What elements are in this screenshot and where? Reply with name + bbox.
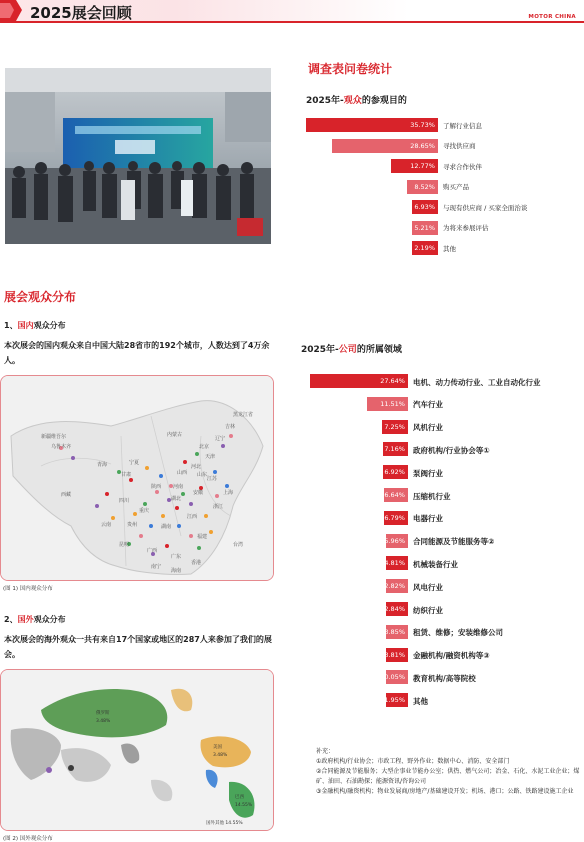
map-label: 巴西 xyxy=(235,795,244,800)
bar-category-label: 寻找供应商 xyxy=(443,142,476,150)
china-map xyxy=(0,375,274,581)
bar-value-label: 5.21% xyxy=(414,223,435,232)
bar-category-label: 电器行业 xyxy=(413,514,443,524)
bar-value-label: 8.52% xyxy=(414,182,435,191)
bar xyxy=(310,374,408,388)
bar-value-label: 7.16% xyxy=(384,445,405,454)
bar-value-label: 3.85% xyxy=(384,627,405,636)
purpose-chart-title: 2025年-观众的参观目的 xyxy=(306,96,407,106)
map-label: 重庆 xyxy=(139,508,150,514)
map-label: 安徽 xyxy=(193,490,204,496)
map-label: 福建 xyxy=(197,534,208,540)
map-label: 俄罗斯 xyxy=(96,711,110,716)
bar-value-label: 3.81% xyxy=(384,650,405,659)
bar-value-label: 4.81% xyxy=(384,559,405,568)
domestic-caption: (图 1) 国内观众分布 xyxy=(3,586,53,592)
bar-category-label: 汽车行业 xyxy=(413,400,443,410)
map-label: 北京 xyxy=(199,444,210,450)
bar-value-label: 6.93% xyxy=(414,203,435,211)
bar-value-label: 2.82% xyxy=(384,582,405,591)
bar-category-label: 租赁、维修；安装维修公司 xyxy=(413,628,503,638)
bar-value-label: 35.73% xyxy=(410,121,435,129)
map-label: 河南 xyxy=(173,484,184,490)
bar xyxy=(386,625,408,639)
map-label: 山东 xyxy=(197,472,208,478)
map-label: 河北 xyxy=(191,464,202,470)
map-label: 辽宁 xyxy=(215,436,226,442)
note-line-3: ③金融机构/融资机构；物业发展商/房地产/基础建设开发；机场、港口；公路、铁路建设施工企业 xyxy=(316,788,574,795)
bar-value-label: 2.19% xyxy=(414,244,435,252)
map-label: 黑龙江省 xyxy=(233,412,254,418)
map-label: 昆明 xyxy=(119,542,130,548)
bar-category-label: 风电行业 xyxy=(413,582,443,592)
bar-category-label: 政府机构/行业协会等① xyxy=(413,445,490,455)
bar xyxy=(391,159,438,173)
bar-category-label: 寻求合作伙伴 xyxy=(443,162,482,171)
page-title: 2025展会回顾 xyxy=(30,4,132,22)
bar xyxy=(386,648,408,662)
bar xyxy=(386,556,408,570)
map-label: 广东 xyxy=(171,554,182,560)
map-label: 四川 xyxy=(119,498,130,504)
bar-value-label: 2.84% xyxy=(384,605,405,613)
bar-category-label: 购买产品 xyxy=(443,183,469,191)
map-label: 3.48% xyxy=(96,719,111,724)
bar xyxy=(386,534,408,548)
bar xyxy=(386,579,408,593)
company-chart-title: 2025年-公司的所属领域 xyxy=(301,345,402,355)
map-label: 山西 xyxy=(177,470,188,476)
note-line-2: ②合同能源及节能服务；大型企事业节能办公室；供热、燃气公司；冶金、石化、水泥工业企业；煤矿、油田、石油勘探；能源资讯/咨询公司 xyxy=(316,768,580,785)
bar-value-label: 1.95% xyxy=(384,696,405,705)
map-label: 吉林 xyxy=(225,424,236,430)
bar xyxy=(383,465,408,479)
map-label: 西藏 xyxy=(61,492,72,498)
brand-text: MOTOR CHINA xyxy=(528,14,576,20)
bar-category-label: 金融机构/融资机构等③ xyxy=(413,651,490,661)
bar-category-label: 了解行业信息 xyxy=(443,121,482,130)
domestic-subtitle: 1、国内观众分布 xyxy=(4,321,66,330)
bar xyxy=(383,442,408,456)
map-label: 国外其他 14.55% xyxy=(206,821,243,826)
overseas-paragraph: 本次展会的海外观众一共有来自17个国家或地区的287人来参加了我们的展会。 xyxy=(4,635,272,659)
map-label: 乌鲁木齐 xyxy=(51,444,72,450)
overseas-caption: (图 2) 国外观众分布 xyxy=(3,836,53,842)
bar xyxy=(384,511,408,525)
map-label: 宁夏 xyxy=(129,460,140,466)
bar-category-label: 教育机构/高等院校 xyxy=(413,673,476,683)
section-title: 展会观众分布 xyxy=(4,290,77,304)
bar-category-label: 其他 xyxy=(443,244,456,253)
bar-category-label: 压缩机行业 xyxy=(413,491,451,501)
notes-title: 补充： xyxy=(316,748,335,755)
map-label: 贵州 xyxy=(127,522,138,528)
domestic-paragraph: 本次展会的国内观众来自中国大陆28省市的192个城市，人数达到了4万余人。 xyxy=(4,341,270,365)
bar-value-label: 6.64% xyxy=(384,491,405,499)
bar xyxy=(412,200,438,214)
bar xyxy=(384,488,408,502)
bar xyxy=(407,180,438,194)
map-label: 美国 xyxy=(213,745,222,750)
survey-title: 调查表问卷统计 xyxy=(308,62,393,76)
note-line-1: ①政府机构/行业协会；市政工程、野外作业；数据中心、消防、安全部门 xyxy=(316,758,510,765)
map-label: 湖南 xyxy=(161,524,172,530)
bar-category-label: 机械装备行业 xyxy=(413,559,458,569)
map-label: 江西 xyxy=(187,514,198,520)
bar-category-label: 电机、动力传动行业、工业自动化行业 xyxy=(413,377,541,387)
map-label: 香港 xyxy=(191,560,202,566)
notes-block xyxy=(316,747,582,797)
map-label: 云南 xyxy=(101,522,112,528)
world-map xyxy=(0,669,274,831)
bar xyxy=(386,602,408,616)
map-label: 新疆维吾尔 xyxy=(41,434,67,440)
bar-value-label: 6.92% xyxy=(384,468,405,477)
bar-category-label: 泵阀行业 xyxy=(413,468,443,478)
bar-category-label: 风机行业 xyxy=(413,423,443,433)
map-label: 14.55% xyxy=(235,803,253,808)
map-label: 天津 xyxy=(205,454,216,460)
bar xyxy=(306,118,438,132)
bar xyxy=(386,693,408,707)
bar-category-label: 其他 xyxy=(413,696,428,706)
map-label: 广西 xyxy=(147,548,158,554)
bar-category-label: 合同能源及节能服务等② xyxy=(413,537,495,547)
map-label: 上海 xyxy=(223,490,234,496)
bar-value-label: 6.79% xyxy=(384,513,405,522)
bar xyxy=(412,241,438,255)
bar xyxy=(386,670,408,684)
bar-category-label: 与现有供应商 / 买家全面治谈 xyxy=(443,203,528,212)
bar-value-label: 12.77% xyxy=(410,162,435,170)
map-label: 3.48% xyxy=(213,753,228,758)
map-label: 海南 xyxy=(171,568,182,574)
map-label: 台湾 xyxy=(233,542,244,548)
map-label: 浙江 xyxy=(213,504,224,510)
bar-value-label: 0.05% xyxy=(384,673,405,682)
map-label: 青海 xyxy=(97,462,108,468)
bar-value-label: 27.64% xyxy=(380,377,405,385)
map-label: 陕西 xyxy=(151,484,162,490)
bar-category-label: 为将来参展评估 xyxy=(443,224,489,232)
map-label: 内蒙古 xyxy=(167,432,183,438)
overseas-subtitle: 2、国外观众分布 xyxy=(4,615,66,624)
map-label: 江苏 xyxy=(207,476,218,482)
bar xyxy=(332,139,438,153)
bar xyxy=(367,397,408,411)
bar-value-label: 5.96% xyxy=(384,536,405,545)
map-label: 湖北 xyxy=(171,496,182,502)
bar-value-label: 7.25% xyxy=(384,422,405,431)
bar-category-label: 纺织行业 xyxy=(413,605,443,615)
map-label: 南宁 xyxy=(151,564,162,570)
bar xyxy=(382,420,408,434)
bar xyxy=(412,221,438,235)
map-label: 甘肃 xyxy=(121,472,132,478)
bar-value-label: 28.65% xyxy=(410,141,435,150)
bar-value-label: 11.51% xyxy=(380,399,405,408)
exhibition-photo xyxy=(5,68,271,244)
header-tab-icon xyxy=(0,0,22,21)
